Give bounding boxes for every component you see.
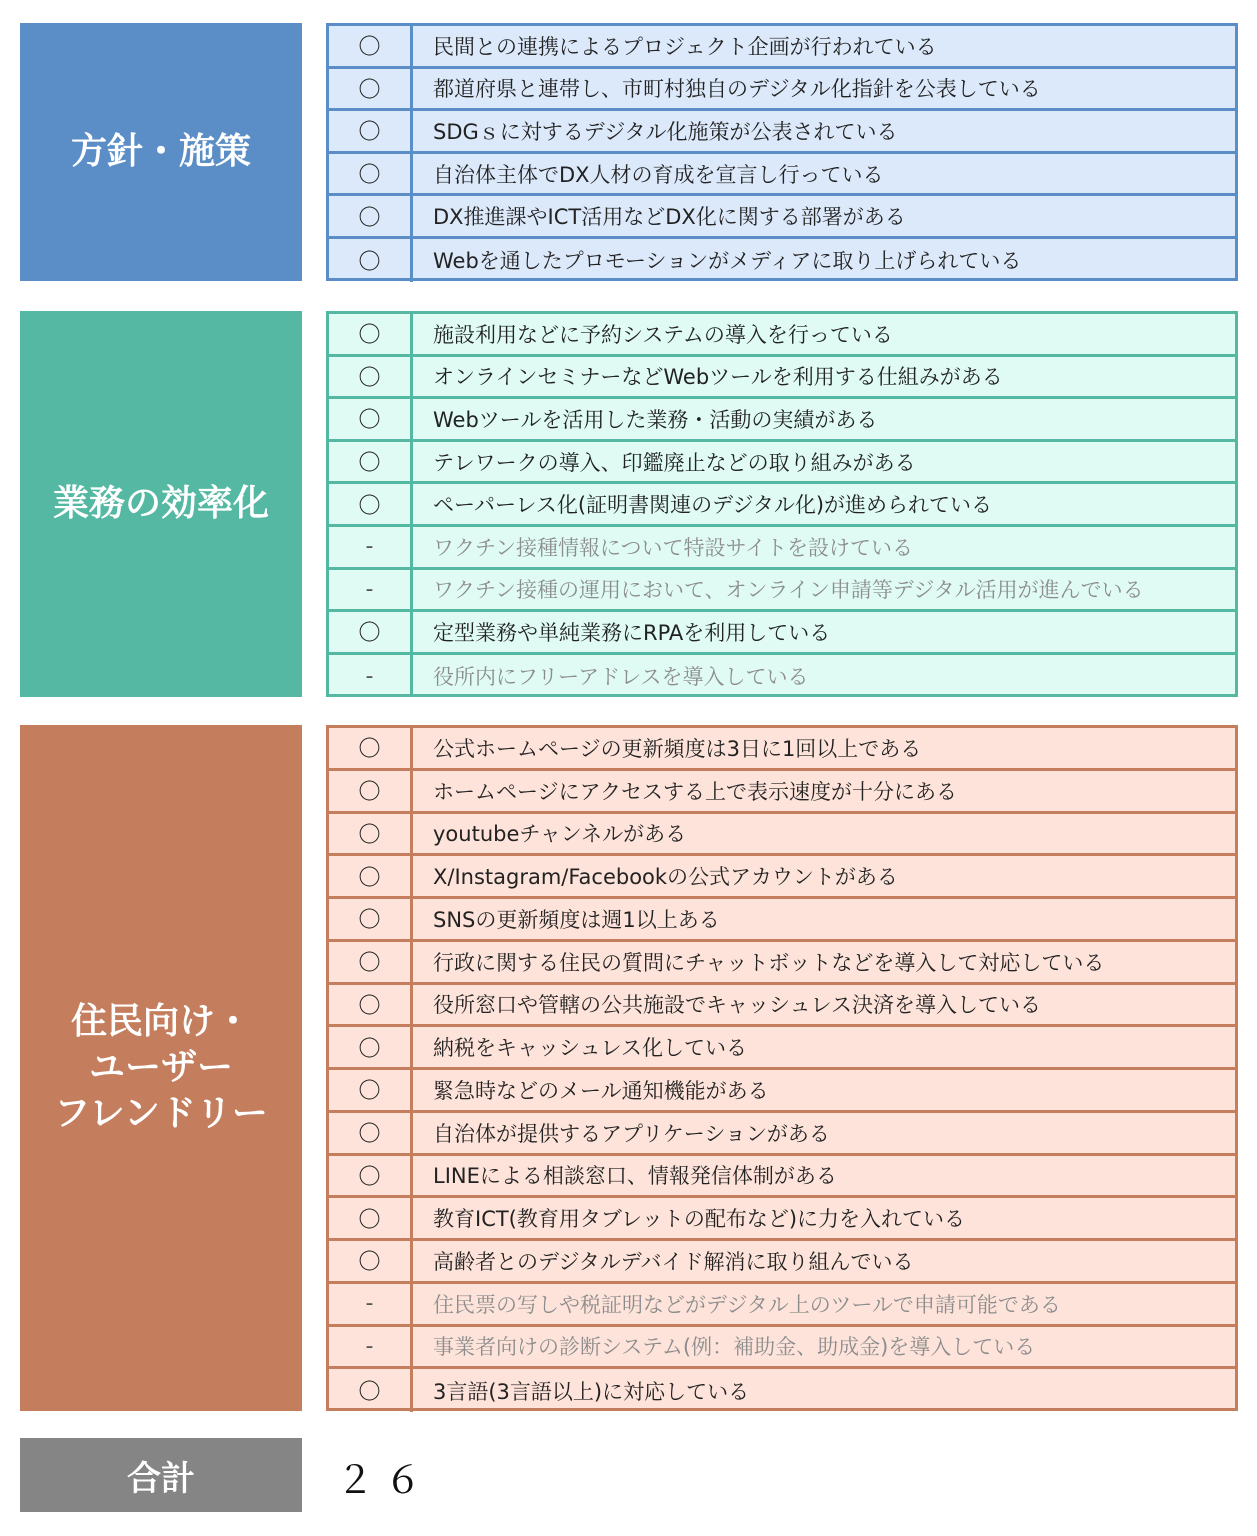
check-mark: 〇 bbox=[329, 942, 413, 982]
check-mark: 〇 bbox=[329, 814, 413, 854]
checklist-row bbox=[329, 570, 1235, 613]
checklist-row bbox=[329, 655, 1235, 698]
checklist-row bbox=[329, 1027, 1235, 1070]
checklist-row bbox=[329, 1156, 1235, 1199]
checklist-item-text: 役所窓口や管轄の公共施設でキャッシュレス決済を導入している bbox=[433, 993, 1041, 1018]
check-mark: 〇 bbox=[329, 154, 413, 194]
checklist-row bbox=[329, 26, 1235, 69]
checklist-row bbox=[329, 1369, 1235, 1412]
check-mark: 〇 bbox=[329, 484, 413, 524]
checklist-item-text: 自治体が提供するアプリケーションがある bbox=[433, 1121, 830, 1146]
check-mark: 〇 bbox=[329, 196, 413, 236]
total-value: ２６ bbox=[336, 1457, 433, 1502]
checklist-row bbox=[329, 527, 1235, 570]
checklist-item-text: 納税をキャッシュレス化している bbox=[433, 1036, 747, 1061]
checklist-row bbox=[329, 814, 1235, 857]
not-applicable-mark: - bbox=[329, 655, 413, 698]
checklist-table-resident-friendly bbox=[326, 725, 1238, 1411]
checklist-row bbox=[329, 196, 1235, 239]
check-mark: 〇 bbox=[329, 612, 413, 652]
checklist-item-text: ワクチン接種情報について特設サイトを設けている bbox=[433, 535, 914, 560]
checklist-row bbox=[329, 239, 1235, 282]
not-applicable-mark: - bbox=[329, 527, 413, 567]
check-mark: 〇 bbox=[329, 1198, 413, 1238]
checklist-table-efficiency bbox=[326, 311, 1238, 697]
checklist-row bbox=[329, 1198, 1235, 1241]
checklist-item-text: 3言語(3言語以上)に対応している bbox=[433, 1379, 750, 1404]
checklist-row bbox=[329, 899, 1235, 942]
section-label-resident-friendly: 住民向け・ ユーザー フレンドリー bbox=[20, 725, 302, 1411]
check-mark: 〇 bbox=[329, 1070, 413, 1110]
checklist-item-text: 教育ICT(教育用タブレットの配布など)に力を入れている bbox=[433, 1207, 966, 1232]
total-label: 合計 bbox=[20, 1438, 302, 1512]
check-mark: 〇 bbox=[329, 399, 413, 439]
checklist-item-text: 定型業務や単純業務にRPAを利用している bbox=[433, 620, 831, 645]
checklist-row bbox=[329, 1113, 1235, 1156]
check-mark: 〇 bbox=[329, 314, 413, 354]
checklist-row bbox=[329, 484, 1235, 527]
checklist-item-text: テレワークの導入、印鑑廃止などの取り組みがある bbox=[433, 450, 916, 475]
checklist-item-text: 都道府県と連帯し、市町村独自のデジタル化指針を公表している bbox=[433, 77, 1041, 102]
checklist-row bbox=[329, 442, 1235, 485]
check-mark: 〇 bbox=[329, 239, 413, 282]
checklist-item-text: LINEによる相談窓口、情報発信体制がある bbox=[433, 1164, 837, 1189]
checklist-item-text: SNSの更新頻度は週1以上ある bbox=[433, 907, 720, 932]
check-mark: 〇 bbox=[329, 111, 413, 151]
checklist-item-text: Webツールを活用した業務・活動の実績がある bbox=[433, 407, 878, 432]
checklist-item-text: SDGｓに対するデジタル化施策が公表されている bbox=[433, 119, 898, 144]
checklist-row bbox=[329, 1327, 1235, 1370]
checklist-table-policy bbox=[326, 23, 1238, 281]
check-mark: 〇 bbox=[329, 1113, 413, 1153]
checklist-row bbox=[329, 69, 1235, 112]
checklist-item-text: 自治体主体でDX人材の育成を宣言し行っている bbox=[433, 162, 884, 187]
checklist-row bbox=[329, 314, 1235, 357]
check-mark: 〇 bbox=[329, 1027, 413, 1067]
checklist-row bbox=[329, 942, 1235, 985]
check-mark: 〇 bbox=[329, 26, 413, 66]
check-mark: 〇 bbox=[329, 985, 413, 1025]
check-mark: 〇 bbox=[329, 899, 413, 939]
check-mark: 〇 bbox=[329, 1369, 413, 1412]
checklist-row bbox=[329, 728, 1235, 771]
not-applicable-mark: - bbox=[329, 570, 413, 610]
checklist-row bbox=[329, 771, 1235, 814]
checklist-row bbox=[329, 399, 1235, 442]
checklist-item-text: 事業者向けの診断システム(例：補助金、助成金)を導入している bbox=[433, 1335, 1036, 1360]
checklist-item-text: youtubeチャンネルがある bbox=[433, 822, 687, 847]
checklist-item-text: 行政に関する住民の質問にチャットボットなどを導入して対応している bbox=[433, 950, 1105, 975]
checklist-item-text: ホームページにアクセスする上で表示速度が十分にある bbox=[433, 779, 957, 804]
checklist-row bbox=[329, 1241, 1235, 1284]
checklist-row bbox=[329, 1284, 1235, 1327]
checklist-item-text: オンラインセミナーなどWebツールを利用する仕組みがある bbox=[433, 365, 1003, 390]
checklist-item-text: Webを通したプロモーションがメディアに取り上げられている bbox=[433, 249, 1022, 274]
not-applicable-mark: - bbox=[329, 1284, 413, 1324]
checklist-row bbox=[329, 856, 1235, 899]
check-mark: 〇 bbox=[329, 357, 413, 397]
checklist-item-text: X/Instagram/Facebookの公式アカウントがある bbox=[433, 865, 898, 890]
not-applicable-mark: - bbox=[329, 1327, 413, 1367]
checklist-row bbox=[329, 612, 1235, 655]
checklist-row bbox=[329, 357, 1235, 400]
section-label-efficiency: 業務の効率化 bbox=[20, 311, 302, 697]
check-mark: 〇 bbox=[329, 728, 413, 768]
checklist-item-text: DX推進課やICT活用などDX化に関する部署がある bbox=[433, 205, 906, 230]
checklist-row bbox=[329, 154, 1235, 197]
checklist-item-text: 施設利用などに予約システムの導入を行っている bbox=[433, 322, 893, 347]
checklist-item-text: 緊急時などのメール通知機能がある bbox=[433, 1078, 769, 1103]
checklist-item-text: 高齢者とのデジタルデバイド解消に取り組んでいる bbox=[433, 1249, 914, 1274]
check-mark: 〇 bbox=[329, 1156, 413, 1196]
checklist-item-text: 役所内にフリーアドレスを導入している bbox=[433, 665, 809, 690]
checklist-item-text: ペーパーレス化(証明書関連のデジタル化)が進められている bbox=[433, 493, 993, 518]
checklist-item-text: 住民票の写しや税証明などがデジタル上のツールで申請可能である bbox=[433, 1292, 1061, 1317]
checklist-item-text: 公式ホームページの更新頻度は3日に1回以上である bbox=[433, 736, 922, 761]
checklist-item-text: ワクチン接種の運用において、オンライン申請等デジタル活用が進んでいる bbox=[433, 578, 1144, 603]
check-mark: 〇 bbox=[329, 442, 413, 482]
section-label-policy: 方針・施策 bbox=[20, 23, 302, 281]
check-mark: 〇 bbox=[329, 856, 413, 896]
checklist-row bbox=[329, 111, 1235, 154]
check-mark: 〇 bbox=[329, 771, 413, 811]
check-mark: 〇 bbox=[329, 69, 413, 109]
check-mark: 〇 bbox=[329, 1241, 413, 1281]
checklist-row bbox=[329, 985, 1235, 1028]
checklist-item-text: 民間との連携によるプロジェクト企画が行われている bbox=[433, 34, 937, 59]
checklist-row bbox=[329, 1070, 1235, 1113]
